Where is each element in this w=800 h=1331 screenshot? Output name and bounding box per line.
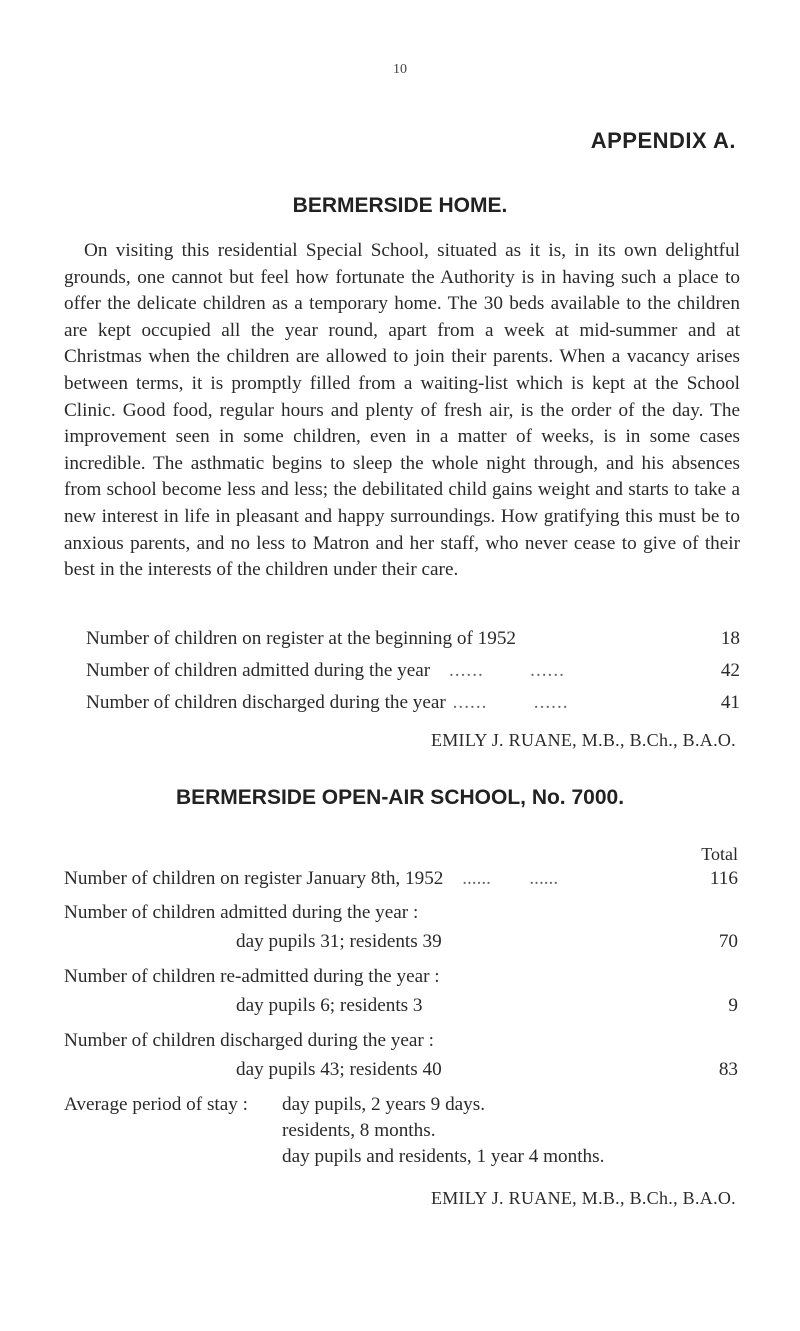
signature-open-air: EMILY J. RUANE, M.B., B.Ch., B.A.O. xyxy=(430,1188,736,1208)
stat-value: 18 xyxy=(720,628,740,649)
total-column-header: Total xyxy=(701,844,738,864)
stat-row xyxy=(86,660,740,682)
register-total: 116 xyxy=(709,868,738,889)
stat-label: Number of children discharged during the year xyxy=(86,692,446,713)
stat-value: 41 xyxy=(720,692,740,713)
readmitted-total: 9 xyxy=(728,995,738,1016)
average-line: day pupils and residents, 1 year 4 months. xyxy=(282,1146,605,1167)
signature-home: EMILY J. RUANE, M.B., B.Ch., B.A.O. xyxy=(430,730,736,750)
admitted-detail: day pupils 31; residents 39 xyxy=(236,931,442,952)
home-paragraph: On visiting this residential Special School, situated as it is, in its own delightful grounds, one cannot but feel how fortunate the Authority is in having such a place to offer the delicate children as a temporary home. The 30 beds available to the children are kept occupied all the year round, apart from a week at mid-summer and at Christmas when the children are allowed to join their parents. When a vacancy arises between terms, it is promptly filled from a waiting-list which is kept at the School Clinic. Good food, regular hours and plenty of fresh air, is the order of the day. The improvement seen in some children, even in a matter of weeks, is in some cases incredible. The asthmatic begins to sleep the whole night through, and his absences from school become less and less; the debilitated child gains weight and starts to take a new interest in life in pleasant and happy surroundings. How gratifying this must be to anxious parents, and no less to Matron and her staff, who never cease to give of their best in the interests of the children under their care. xyxy=(64,240,740,581)
register-dots: ...... ...... xyxy=(462,868,559,889)
register-label: Number of children on register January 8th, 1952 xyxy=(64,868,444,889)
average-label: Average period of stay : xyxy=(64,1094,248,1115)
stat-dots: ...... ...... xyxy=(452,692,569,713)
stat-row xyxy=(86,628,740,650)
discharged-total: 83 xyxy=(718,1059,738,1080)
stat-dots: ...... ...... xyxy=(449,660,565,681)
readmitted-label: Number of children re-admitted during the year : xyxy=(64,966,440,987)
section-heading-home: BERMERSIDE HOME. xyxy=(292,194,508,217)
stat-value: 42 xyxy=(720,660,740,681)
admitted-label: Number of children admitted during the year : xyxy=(64,902,419,923)
average-line: day pupils, 2 years 9 days. xyxy=(282,1094,486,1115)
stat-row xyxy=(86,692,740,714)
appendix-title: APPENDIX A. xyxy=(590,128,736,153)
admitted-total: 70 xyxy=(718,931,738,952)
register-row xyxy=(64,868,740,890)
readmitted-detail: day pupils 6; residents 3 xyxy=(236,995,423,1016)
discharged-label: Number of children discharged during the year : xyxy=(64,1030,434,1051)
average-line: residents, 8 months. xyxy=(282,1120,436,1141)
section-heading-open-air: BERMERSIDE OPEN-AIR SCHOOL, No. 7000. xyxy=(175,786,625,809)
stat-label: Number of children admitted during the year xyxy=(86,660,431,681)
page-number: 10 xyxy=(393,62,407,77)
stat-label: Number of children on register at the beginning of 1952 xyxy=(86,628,517,649)
discharged-detail: day pupils 43; residents 40 xyxy=(236,1059,442,1080)
